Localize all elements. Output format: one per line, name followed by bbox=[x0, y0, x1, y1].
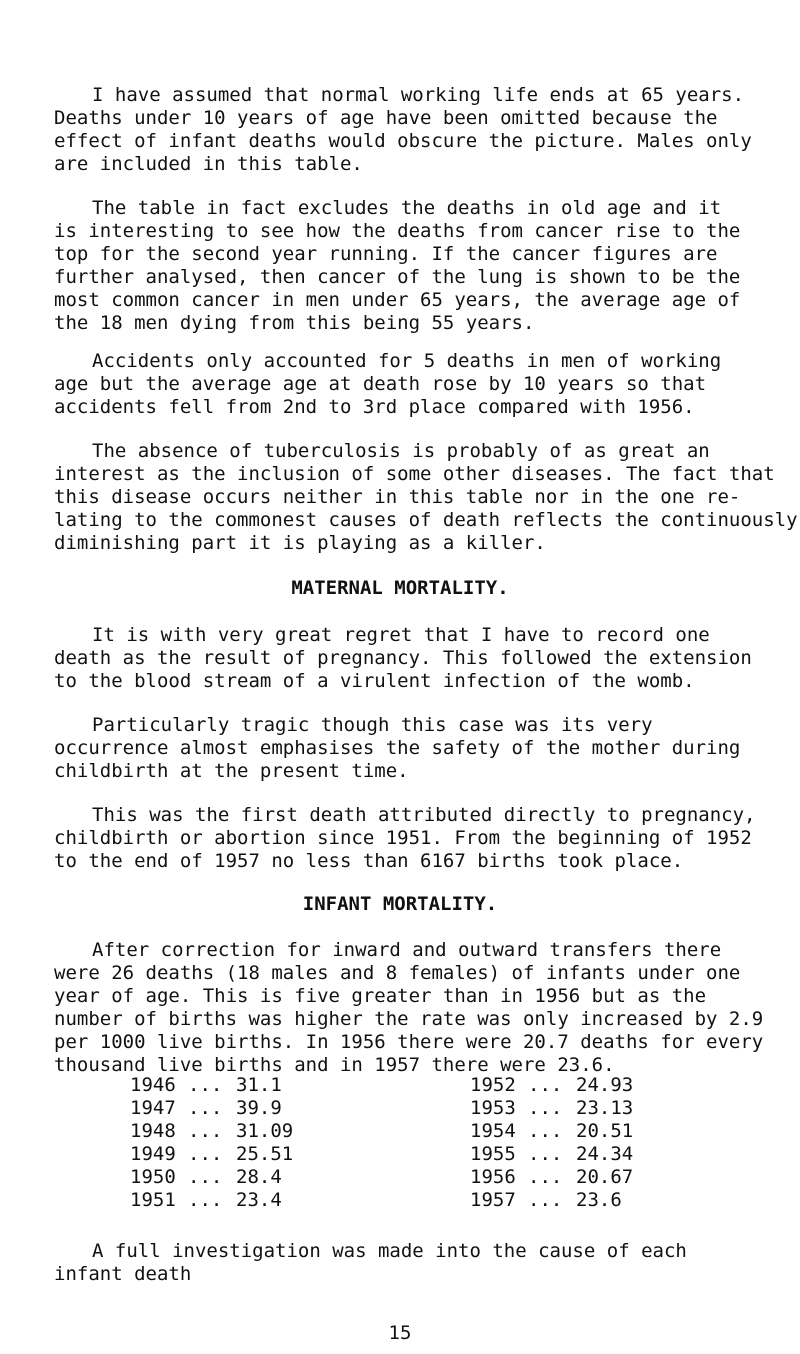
rate-cell: 24.34 bbox=[576, 1143, 634, 1165]
paragraph-maternal-death bbox=[54, 624, 794, 693]
text-line: accidents fell from 2nd to 3rd place compared with 1956. bbox=[54, 396, 695, 418]
table-row bbox=[130, 1189, 630, 1212]
text-line: to the end of 1957 no less than 6167 births took place. bbox=[54, 850, 684, 872]
table-row bbox=[130, 1143, 634, 1166]
leader-dots: ... bbox=[528, 1166, 563, 1188]
leader-dots: ... bbox=[528, 1120, 563, 1142]
text-line: the 18 men dying from this being 55 years. bbox=[54, 312, 535, 334]
infant-mortality-rates-table bbox=[130, 1074, 634, 1212]
text-line: is interesting to see how the deaths from cancer rise to the bbox=[54, 220, 741, 242]
rate-cell: 20.51 bbox=[576, 1120, 634, 1142]
text-line: infant death bbox=[54, 1263, 192, 1285]
rate-cell: 23.4 bbox=[236, 1189, 282, 1211]
rate-cell: 28.4 bbox=[236, 1166, 282, 1188]
year-cell: 1956 bbox=[470, 1166, 516, 1188]
text-line: further analysed, then cancer of the lung is shown to be the bbox=[54, 266, 741, 288]
table-row bbox=[130, 1166, 634, 1189]
paragraph-working-life bbox=[54, 84, 794, 176]
leader-dots: ... bbox=[528, 1189, 563, 1211]
text-line: childbirth at the present time. bbox=[54, 760, 409, 782]
text-line: death as the result of pregnancy. This followed the extension bbox=[54, 647, 752, 669]
year-cell: 1947 bbox=[130, 1097, 176, 1119]
year-cell: 1953 bbox=[470, 1097, 516, 1119]
paragraph-cancer bbox=[54, 197, 794, 335]
rate-cell: 23.6 bbox=[576, 1189, 622, 1211]
rate-cell: 20.67 bbox=[576, 1166, 634, 1188]
text-line: are included in this table. bbox=[54, 153, 363, 175]
text-line: The table in fact excludes the deaths in old age and it bbox=[92, 197, 722, 219]
rate-cell: 24.93 bbox=[576, 1074, 634, 1096]
text-line: year of age. This is five greater than in 1956 but as the bbox=[54, 985, 707, 1007]
year-cell: 1952 bbox=[470, 1074, 516, 1096]
leader-dots: ... bbox=[188, 1097, 223, 1119]
year-cell: 1951 bbox=[130, 1189, 176, 1211]
year-cell: 1957 bbox=[470, 1189, 516, 1211]
table-row bbox=[130, 1120, 634, 1143]
rate-cell: 23.13 bbox=[576, 1097, 634, 1119]
rate-cell: 31.09 bbox=[236, 1120, 294, 1142]
text-line: Accidents only accounted for 5 deaths in men of working bbox=[92, 350, 722, 372]
text-line: After correction for inward and outward transfers there bbox=[92, 939, 722, 961]
text-line: The absence of tuberculosis is probably of as great an bbox=[92, 440, 710, 462]
text-line: per 1000 live births. In 1956 there were 20.7 deaths for every bbox=[54, 1031, 764, 1053]
paragraph-tuberculosis bbox=[54, 440, 798, 555]
text-line: interest as the inclusion of some other diseases. The fact that bbox=[54, 463, 775, 485]
paragraph-maternal-safety bbox=[54, 714, 794, 783]
rate-cell: 31.1 bbox=[236, 1074, 282, 1096]
text-line: It is with very great regret that I have to record one bbox=[92, 624, 710, 646]
year-cell: 1948 bbox=[130, 1120, 176, 1142]
leader-dots: ... bbox=[528, 1143, 563, 1165]
year-cell: 1950 bbox=[130, 1166, 176, 1188]
paragraph-accidents bbox=[54, 350, 794, 419]
rate-cell: 39.9 bbox=[236, 1097, 282, 1119]
year-cell: 1946 bbox=[130, 1074, 176, 1096]
text-line: this disease occurs neither in this table nor in the one re- bbox=[54, 486, 741, 508]
year-cell: 1954 bbox=[470, 1120, 516, 1142]
paragraph-infant-deaths bbox=[54, 939, 794, 1077]
text-line: effect of infant deaths would obscure the picture. Males only bbox=[54, 130, 752, 152]
text-line: Deaths under 10 years of age have been omitted because the bbox=[54, 107, 718, 129]
heading-maternal-mortality: MATERNAL MORTALITY. bbox=[291, 577, 509, 599]
paragraph-investigation bbox=[54, 1240, 794, 1286]
text-line: Particularly tragic though this case was its very bbox=[92, 714, 653, 736]
leader-dots: ... bbox=[188, 1120, 223, 1142]
leader-dots: ... bbox=[528, 1074, 563, 1096]
text-line: childbirth or abortion since 1951. From the beginning of 1952 bbox=[54, 827, 752, 849]
leader-dots: ... bbox=[188, 1166, 223, 1188]
year-cell: 1949 bbox=[130, 1143, 176, 1165]
leader-dots: ... bbox=[188, 1074, 223, 1096]
leader-dots: ... bbox=[188, 1143, 223, 1165]
text-line: number of births was higher the rate was only increased by 2.9 bbox=[54, 1008, 764, 1030]
text-line: A full investigation was made into the cause of each bbox=[92, 1240, 687, 1262]
text-line: lating to the commonest causes of death reflects the continuously bbox=[54, 509, 798, 531]
paragraph-maternal-births bbox=[54, 804, 794, 873]
text-line: occurrence almost emphasises the safety of the mother during bbox=[54, 737, 741, 759]
rate-cell: 25.51 bbox=[236, 1143, 294, 1165]
table-row bbox=[130, 1097, 634, 1120]
leader-dots: ... bbox=[528, 1097, 563, 1119]
heading-infant-mortality: INFANT MORTALITY. bbox=[302, 893, 498, 915]
text-line: top for the second year running. If the cancer figures are bbox=[54, 243, 718, 265]
text-line: age but the average age at death rose by 10 years so that bbox=[54, 373, 707, 395]
table-row bbox=[130, 1074, 634, 1097]
text-line: diminishing part it is playing as a killer. bbox=[54, 532, 546, 554]
text-line: most common cancer in men under 65 years, the average age of bbox=[54, 289, 741, 311]
text-line: I have assumed that normal working life ends at 65 years. bbox=[92, 84, 745, 106]
text-line: This was the first death attributed directly to pregnancy, bbox=[92, 804, 756, 826]
year-cell: 1955 bbox=[470, 1143, 516, 1165]
page-number: 15 bbox=[388, 1322, 412, 1344]
leader-dots: ... bbox=[188, 1189, 223, 1211]
text-line: to the blood stream of a virulent infection of the womb. bbox=[54, 670, 695, 692]
text-line: thousand live births and in 1957 there were 23.6. bbox=[54, 1054, 615, 1076]
text-line: were 26 deaths (18 males and 8 females) of infants under one bbox=[54, 962, 741, 984]
